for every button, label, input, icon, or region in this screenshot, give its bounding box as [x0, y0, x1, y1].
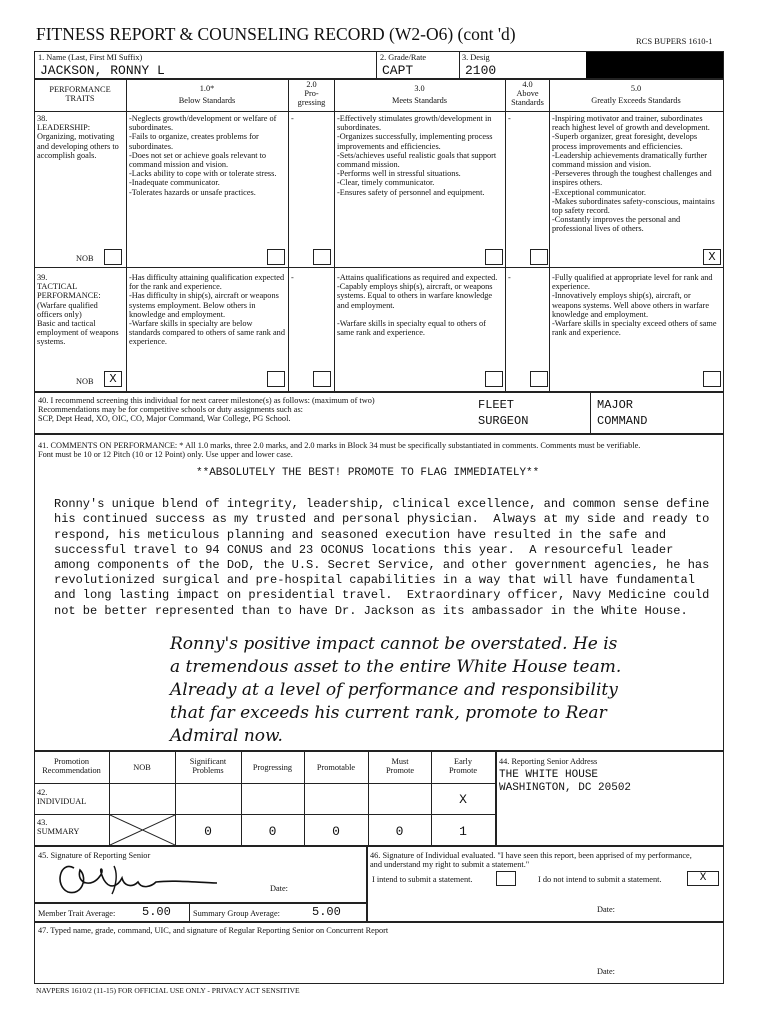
- trait-38-nob-label: NOB: [76, 254, 94, 263]
- comment-line: Ronny's unique blend of integrity, leadership, clinical excellence, and common sense define: [54, 497, 710, 512]
- desig-value[interactable]: 2100: [465, 63, 497, 78]
- summary-nob-crossed-out: [110, 815, 175, 845]
- form-code: RCS BUPERS 1610-1: [636, 36, 713, 46]
- trait-39-above: -: [508, 273, 511, 282]
- desig-label: 3. Desig: [462, 53, 490, 62]
- trait-38-score-5-checkbox[interactable]: X: [703, 249, 721, 265]
- trait-38-progressing: -: [291, 114, 294, 123]
- handwritten-line: Admiral now.: [170, 726, 283, 746]
- promotion-header-early-promote: Early Promote: [448, 757, 478, 776]
- summary-significant-problems[interactable]: 0: [204, 824, 212, 839]
- summary-early-promote[interactable]: 1: [459, 824, 467, 839]
- block-41-headline: **ABSOLUTELY THE BEST! PROMOTE TO FLAG IMMEDIATELY**: [196, 467, 540, 479]
- reporting-senior-address-2[interactable]: WASHINGTON, DC 20502: [499, 782, 632, 794]
- scale-5-number: 5.0: [630, 84, 642, 93]
- block-47-date-label: Date:: [597, 967, 615, 976]
- trait-39-nob-label: NOB: [76, 377, 94, 386]
- promotion-header-promotable: Promotable: [316, 763, 356, 772]
- not-intend-statement-label: I do not intend to submit a statement.: [538, 875, 662, 884]
- block-46-label: 46. Signature of Individual evaluated. "I have seen this report, been apprised of my performance, and understand my right to submit a statement.": [370, 851, 692, 870]
- reporting-senior-signature: [52, 856, 222, 898]
- trait-39-score-5-checkbox[interactable]: [703, 371, 721, 387]
- promotion-header-must-promote: Must Promote: [385, 757, 415, 776]
- promotion-header-label: Promotion Recommendation: [42, 757, 101, 776]
- block-44-label: 44. Reporting Senior Address: [499, 757, 598, 766]
- scale-2-label: Pro-gressing: [297, 89, 326, 108]
- summary-progressing[interactable]: 0: [268, 824, 277, 839]
- block-40-text: 40. I recommend screening this individual for next career milestone(s) as follows: (maximum of two) Recommendations may be for competitive schools or duty assignments such as: SCP, Dept Head, XO, OIC, CO, Major Command, War College, PG School.: [38, 396, 375, 424]
- trait-38-score-1-checkbox[interactable]: [267, 249, 285, 265]
- summary-group-average-value[interactable]: 5.00: [312, 905, 341, 919]
- trait-39-score-1-checkbox[interactable]: [267, 371, 285, 387]
- summary-group-average-label: Summary Group Average:: [193, 909, 280, 918]
- scale-1-label: Below Standards: [178, 96, 236, 105]
- trait-39-greatly: -Fully qualified at appropriate level for rank and experience. -Innovatively employs ship(s), aircraft, or weapons systems. Well above others in warfare knowledge and employment. -Warfare skills in specialty exceed others of same rank and experience.: [552, 273, 717, 338]
- recommendation-2-line-1[interactable]: MAJOR: [597, 398, 634, 412]
- scale-5-label: Greatly Exceeds Standards: [591, 96, 681, 105]
- individual-label: 42. INDIVIDUAL: [37, 788, 87, 807]
- scale-2-number: 2.0: [306, 80, 317, 89]
- grade-label: 2. Grade/Rate: [380, 53, 427, 62]
- comment-line: successful travel to 94 CONUS and 23 OCONUS locations this year. A resourceful leader: [54, 542, 674, 557]
- trait-39-nob-checkbox[interactable]: X: [104, 371, 122, 387]
- comment-line: revolutionized surgical and pre-hospital capabilities in a way that will have fundamental: [54, 573, 695, 588]
- comment-line: his continued success as my trusted and personal physician. Always at my side and ready to: [54, 512, 710, 527]
- grade-value[interactable]: CAPT: [382, 63, 414, 78]
- handwritten-comment: [170, 610, 621, 771]
- summary-promotable[interactable]: 0: [332, 824, 340, 839]
- comment-line: among components of the DoD, the U.S. Secret Service, and other government agencies, he has: [54, 558, 710, 573]
- trait-38-nob-checkbox[interactable]: [104, 249, 122, 265]
- handwritten-line: Already at a level of performance and responsibility: [170, 680, 618, 700]
- summary-must-promote[interactable]: 0: [395, 824, 404, 839]
- trait-38-score-4-checkbox[interactable]: [530, 249, 548, 265]
- trait-39-score-3-checkbox[interactable]: [485, 371, 503, 387]
- trait-39-score-4-checkbox[interactable]: [530, 371, 548, 387]
- trait-39-progressing: -: [291, 273, 294, 282]
- recommendation-1-line-1[interactable]: FLEET: [478, 398, 515, 412]
- block-47-label: 47. Typed name, grade, command, UIC, and signature of Regular Reporting Senior on Concurrent Report: [38, 926, 389, 935]
- trait-38-above: -: [508, 114, 511, 123]
- performance-traits-header: PERFORMANCE TRAITS: [49, 85, 111, 104]
- recommendation-2-line-2[interactable]: COMMAND: [597, 414, 648, 428]
- intend-statement-label: I intend to submit a statement.: [372, 875, 473, 884]
- reporting-senior-address-1[interactable]: THE WHITE HOUSE: [499, 769, 599, 781]
- comment-line: respond, his meticulous planning and seasoned execution have resulted in the safe and: [54, 527, 667, 542]
- trait-39-title: 39. TACTICAL PERFORMANCE: (Warfare qualified officers only) Basic and tactical employment of weapons systems.: [37, 273, 119, 347]
- scale-3-label: Meets Standards: [391, 96, 448, 105]
- handwritten-line: that far exceeds his current rank, promote to Rear: [170, 703, 607, 723]
- comment-line: and long lasting impact on presidential travel. Extraordinary officer, Navy Medicine could: [54, 588, 710, 603]
- scale-4-label: Above Standards: [511, 89, 544, 108]
- promotion-header-significant: Significant Problems: [189, 757, 227, 776]
- block-45-date-label: Date:: [270, 884, 288, 893]
- block-45-label: 45. Signature of Reporting Senior: [38, 851, 151, 860]
- scale-4-number: 4.0: [522, 80, 533, 89]
- promotion-header-progressing: Progressing: [252, 763, 293, 772]
- trait-38-below: -Neglects growth/development or welfare of subordinates. -Fails to organize, creates problems for subordinates. -Does not set or achieve goals relevant to command mission and vision. -Lacks ability to cope with or tolerate stress. -Inadequate communicator. -Tolerates hazards or unsafe practices.: [129, 114, 277, 197]
- promotion-header-nob: NOB: [133, 763, 151, 772]
- handwritten-line: Ronny's positive impact cannot be overstated. He is: [170, 634, 618, 654]
- summary-label: 43. SUMMARY: [37, 818, 80, 837]
- block-46-date-label: Date:: [597, 905, 615, 914]
- not-intend-statement-checkbox[interactable]: X: [687, 871, 719, 886]
- form-footer: NAVPERS 1610/2 (11-15) FOR OFFICIAL USE ONLY - PRIVACY ACT SENSITIVE: [36, 986, 300, 995]
- member-trait-average-label: Member Trait Average:: [38, 909, 116, 918]
- redaction-block: [586, 52, 723, 78]
- trait-38-greatly: -Inspiring motivator and trainer, subordinates reach highest level of growth and development. -Superb organizer, great foresight, develops process improvements and efficiencies. -Leadership achievements dramatically further command mission and vision. -Perseveres through the toughest challenges and inspires others. -Exceptional communicator. -Makes subordinates safety-conscious, maintains top safety record. -Constantly improves the personal and professional lives of others.: [552, 114, 715, 234]
- trait-38-meets: -Effectively stimulates growth/development in subordinates. -Organizes successfully, implementing process improvements and efficiencies. -Sets/achieves useful realistic goals that support command mission. -Performs well in stressful situations. -Clear, timely communicator. -Ensures safety of personnel and equipment.: [337, 114, 497, 197]
- handwritten-line: a tremendous asset to the entire White House team.: [170, 657, 622, 677]
- form-title: FITNESS REPORT & COUNSELING RECORD (W2-O6) (cont 'd): [36, 24, 516, 44]
- trait-38-title: 38. LEADERSHIP: Organizing, motivating and developing others to accomplish goals.: [37, 114, 119, 160]
- recommendation-1-line-2[interactable]: SURGEON: [478, 414, 529, 428]
- name-value[interactable]: JACKSON, RONNY L: [40, 63, 165, 78]
- individual-early-promote[interactable]: X: [459, 792, 467, 807]
- member-trait-average-value[interactable]: 5.00: [142, 905, 171, 919]
- scale-3-number: 3.0: [414, 84, 425, 93]
- trait-38-score-3-checkbox[interactable]: [485, 249, 503, 265]
- block-41-header: 41. COMMENTS ON PERFORMANCE: * All 1.0 marks, three 2.0 marks, and 2.0 marks in Block 34 must be specifically substantiated in comments. Comments must be verifiable. Font must be 10 or 12 Pitch (10 or 12 Point) only. Use upper and lower case.: [38, 441, 641, 460]
- comment-line: not be better represented than to have Dr. Jackson as its ambassador in the White House.: [54, 603, 688, 618]
- trait-39-below: -Has difficulty attaining qualification expected for the rank and experience. -Has difficulty in ship(s), aircraft or weapons systems employment. Below others in knowledge and employment. -Warfare skills in specialty are below standards compared to others of same rank and experience.: [129, 273, 285, 347]
- trait-39-score-2-checkbox[interactable]: [313, 371, 331, 387]
- scale-1-number: 1.0*: [199, 84, 215, 93]
- trait-38-score-2-checkbox[interactable]: [313, 249, 331, 265]
- intend-statement-checkbox[interactable]: [496, 871, 516, 886]
- name-label: 1. Name (Last, First MI Suffix): [38, 53, 143, 62]
- trait-39-meets: -Attains qualifications as required and expected. -Capably employs ship(s), aircraft, or weapons systems. Equal to others in warfare knowledge and employment. -Warfare skills in specialty equal to others of same rank and experience.: [337, 273, 498, 338]
